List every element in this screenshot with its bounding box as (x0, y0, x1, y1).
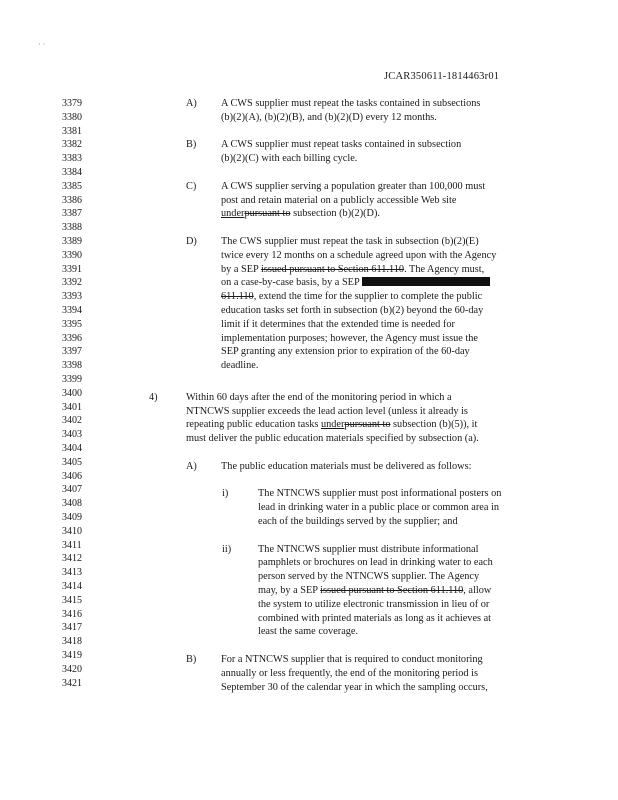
line-number: 3380 (62, 111, 82, 123)
subitem-ii-line-6: combined with printed materials as long as it achieves at (258, 612, 492, 624)
item-label-a: A) (186, 98, 197, 109)
line-number: 3401 (62, 401, 82, 413)
line-number: 3381 (62, 125, 82, 137)
item-a-line-1: A CWS supplier must repeat the tasks contained in subsections (221, 98, 481, 109)
line-number: 3418 (62, 636, 82, 648)
item-4a-line-1: The public education materials must be delivered as follows: (221, 460, 472, 472)
deleted-text: pursuant to (244, 208, 291, 220)
item-4b-line-1: For a NTNCWS supplier that is required to conduct monitoring (221, 654, 483, 665)
item-4b-line-3: September 30 of the calendar year in which the sampling occurs, (221, 681, 488, 693)
line-number: 3412 (62, 553, 82, 565)
line-number: 3408 (62, 498, 82, 510)
line-number: 3392 (62, 277, 82, 289)
line-number: 3390 (62, 249, 82, 261)
line-number: 3385 (62, 180, 82, 192)
item-d-line-10: deadline. (221, 360, 259, 372)
line-number: 3382 (62, 139, 82, 151)
line-number: 3413 (62, 567, 82, 579)
deleted-text: 611.110 (221, 291, 254, 303)
line-number: 3415 (62, 594, 82, 606)
item-c-line-2: post and retain material on a publicly accessible Web site (221, 194, 457, 206)
item-d-line-7: limit if it determines that the extended time is needed for (221, 318, 455, 330)
item-a-line-2: (b)(2)(A), (b)(2)(B), and (b)(2)(D) every 12 months. (221, 111, 437, 123)
item-b-line-2: (b)(2)(C) with each billing cycle. (221, 153, 358, 165)
line-number: 3391 (62, 263, 82, 275)
item-d-line-9: SEP granting any extension prior to expiration of the 60-day (221, 346, 470, 358)
paragraph-4-line-2: NTNCWS supplier exceeds the lead action level (unless it already is (186, 405, 468, 417)
line-number: 3399 (62, 374, 82, 385)
subitem-label-ii: ii) (222, 543, 232, 555)
subitem-ii-line-1: The NTNCWS supplier must distribute informational (258, 543, 479, 555)
subitem-ii-line-4: may, by a SEP issued pursuant to Section 611.110, allow (258, 585, 492, 596)
line-number: 3397 (62, 346, 82, 358)
subitem-ii-line-2: pamphlets or brochures on lead in drinking water to each (258, 557, 493, 569)
paragraph-4-line-4: must deliver the public education materials specified by subsection (a). (186, 433, 479, 445)
line-number: 3400 (62, 387, 82, 399)
line-number: 3393 (62, 291, 82, 303)
line-number: 3387 (62, 208, 82, 220)
line-number: 3417 (62, 622, 82, 634)
line-number: 3384 (62, 167, 82, 178)
line-number: 3394 (62, 305, 82, 316)
deleted-text: pursuant to (344, 419, 391, 431)
item-d-line-3: by a SEP issued pursuant to Section 611.110. The Agency must, (221, 263, 485, 275)
line-number: 3398 (62, 360, 82, 372)
line-number: 3419 (62, 650, 82, 661)
line-number: 3388 (62, 222, 82, 234)
scan-specks: · · (38, 40, 46, 49)
paragraph-4-line-1: Within 60 days after the end of the monitoring period in which a (186, 391, 452, 403)
redaction-bar (362, 277, 490, 286)
line-number: 3396 (62, 332, 82, 344)
deleted-text: issued pursuant to Section 611.110 (260, 263, 405, 275)
item-d-line-1: The CWS supplier must repeat the task in subsection (b)(2)(E) (221, 236, 479, 247)
item-label-c: C) (186, 180, 197, 192)
subitem-ii-line-7: least the same coverage. (258, 626, 359, 638)
item-d-line-4: on a case-by-case basis, by a SEP (221, 276, 490, 290)
paragraph-label-4: 4) (149, 391, 158, 403)
subitem-ii-line-3: person served by the NTNCWS supplier. The Agency (258, 571, 480, 583)
line-number: 3409 (62, 512, 82, 523)
item-4b-line-2: annually or less frequently, the end of the monitoring period is (221, 667, 478, 679)
item-c-line-3: underpursuant to subsection (b)(2)(D). (221, 208, 380, 220)
document-id-header: JCAR350611-1814463r01 (384, 71, 500, 82)
inserted-text: under (221, 208, 245, 220)
line-number: 3383 (62, 153, 82, 165)
subitem-i-line-2: lead in drinking water in a public place or common area in (258, 502, 500, 514)
line-number: 3407 (62, 484, 82, 496)
line-number: 3389 (62, 236, 82, 247)
line-number: 3395 (62, 318, 82, 330)
inserted-text: under (320, 419, 345, 431)
line-number: 3421 (62, 677, 82, 689)
item-b-line-1: A CWS supplier must repeat tasks contained in subsection (221, 139, 462, 151)
item-label-b: B) (186, 139, 197, 151)
subitem-i-line-3: each of the buildings served by the supplier; and (258, 516, 458, 527)
item-label-4b: B) (186, 654, 197, 665)
line-number: 3404 (62, 443, 82, 454)
line-number: 3403 (62, 429, 82, 441)
item-d-line-8: implementation purposes; however, the Agency must issue the (221, 332, 478, 344)
item-label-4a: A) (186, 460, 197, 472)
deleted-text: issued pursuant to Section 611.110 (320, 585, 464, 596)
item-label-d: D) (186, 236, 197, 247)
line-number: 3410 (62, 525, 82, 537)
line-number: 3416 (62, 608, 82, 620)
line-number: 3405 (62, 456, 82, 468)
line-number: 3402 (62, 415, 82, 427)
line-number: 3414 (62, 581, 82, 592)
item-c-line-1: A CWS supplier serving a population greater than 100,000 must (221, 180, 486, 192)
subitem-label-i: i) (222, 488, 229, 500)
item-d-line-2: twice every 12 months on a schedule agreed upon with the Agency (221, 249, 497, 261)
line-number: 3411 (62, 539, 82, 551)
paragraph-4-line-3: repeating public education tasks underpursuant to subsection (b)(5)), it (186, 419, 478, 431)
line-number: 3379 (62, 98, 82, 109)
line-number: 3420 (62, 663, 82, 675)
item-d-line-5: 611.110, extend the time for the supplier to complete the public (221, 291, 483, 303)
subitem-i-line-1: The NTNCWS supplier must post informational posters on (258, 488, 502, 500)
line-number: 3386 (62, 194, 82, 206)
subitem-ii-line-5: the system to utilize electronic transmission in lieu of or (258, 598, 490, 610)
item-d-line-6: education tasks set forth in subsection (b)(2) beyond the 60-day (221, 305, 484, 316)
line-number: 3406 (62, 470, 82, 482)
